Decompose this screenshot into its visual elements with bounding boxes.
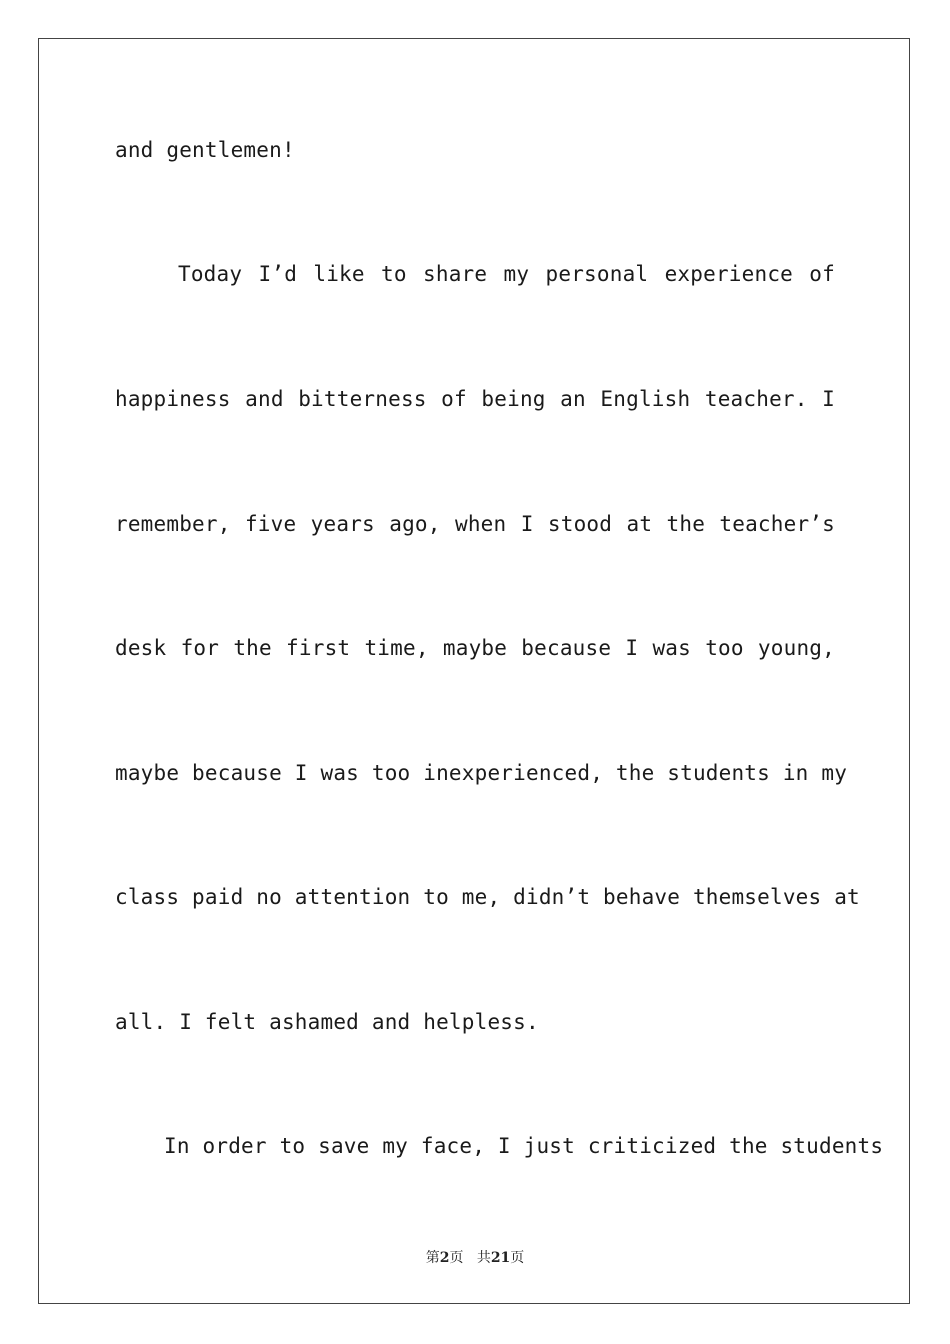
text-line-1: and gentlemen! <box>115 138 295 162</box>
page-footer <box>0 1247 950 1267</box>
text-line-8: all. I felt ashamed and helpless. <box>115 1010 539 1034</box>
footer-page-number: 2 <box>439 1250 450 1266</box>
text-line-5: desk for the first time, maybe because I was too young, <box>115 636 835 660</box>
footer-total-pages: 21 <box>490 1250 511 1266</box>
text-line-4: remember, five years ago, when I stood at the teacher’s <box>115 512 835 536</box>
footer-total-prefix: 共 <box>476 1250 491 1266</box>
text-line-7: class paid no attention to me, didn’t behave themselves at <box>115 885 860 909</box>
footer-total-suffix: 页 <box>510 1250 525 1266</box>
text-line-2: Today I’d like to share my personal experience of <box>178 262 835 286</box>
page-border <box>38 38 910 1304</box>
text-line-6: maybe because I was too inexperienced, the students in my <box>115 761 848 785</box>
footer-page-prefix: 第 <box>425 1250 440 1266</box>
text-line-3: happiness and bitterness of being an English teacher. I <box>115 387 835 411</box>
footer-page-suffix: 页 <box>449 1250 464 1266</box>
text-line-9: In order to save my face, I just criticized the students <box>164 1134 884 1158</box>
